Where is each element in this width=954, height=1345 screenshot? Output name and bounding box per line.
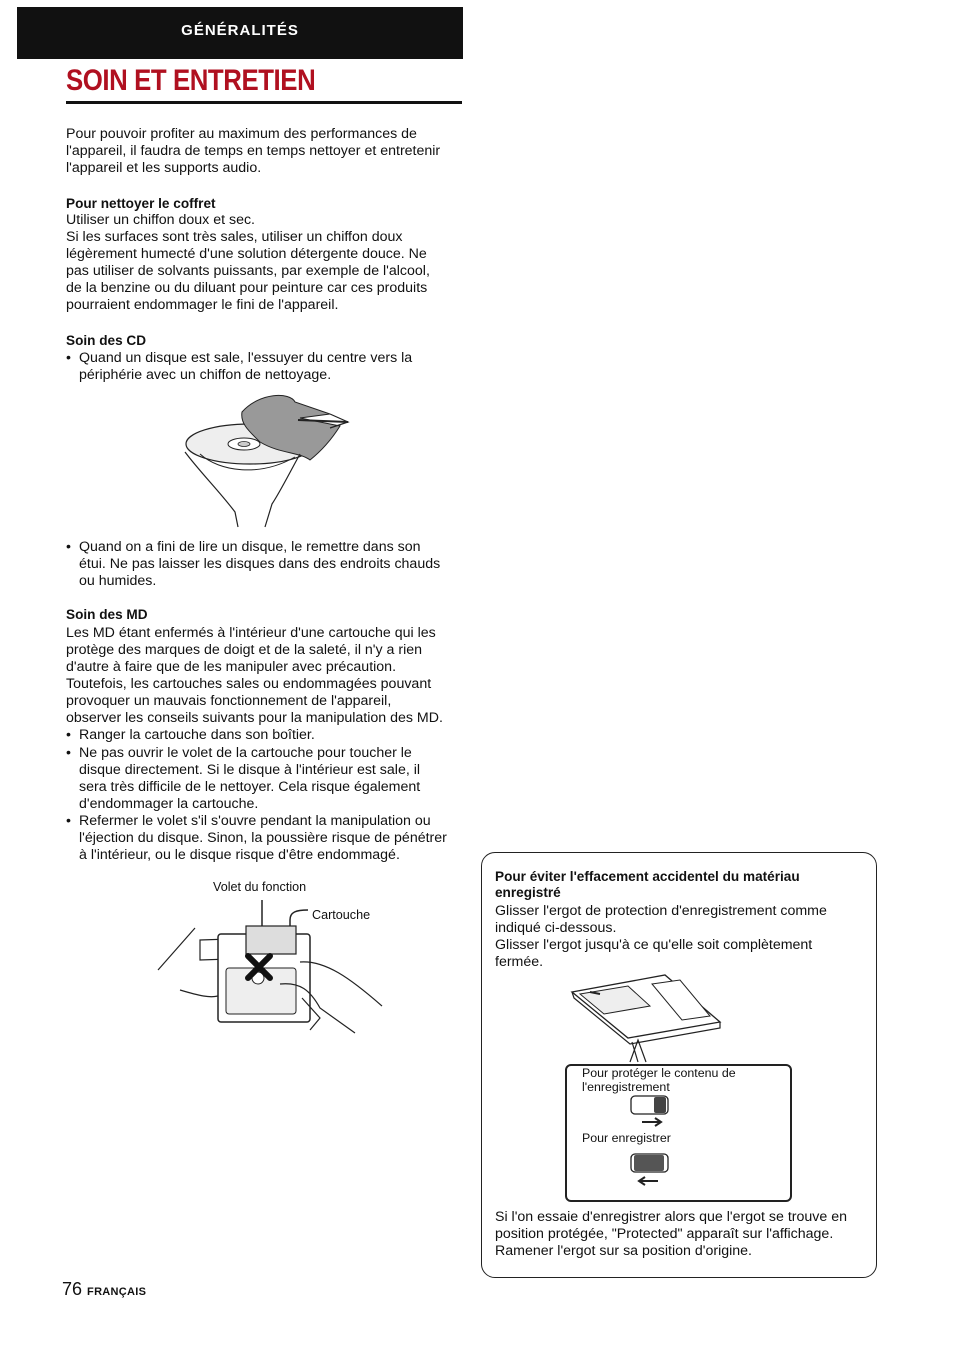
cd-bullet-line: étui. Ne pas laisser les disques dans des endroits chauds bbox=[79, 556, 441, 572]
md-bullet-line: disque directement. Si le disque à l'intérieur est sale, il bbox=[79, 762, 421, 778]
coffret-line: de la benzine ou du diluant pour peinture car ces produits bbox=[66, 280, 428, 296]
md-line: observer les conseils suivants pour la manipulation des MD. bbox=[66, 710, 443, 726]
protect-label: Pour protéger le contenu de bbox=[582, 1066, 736, 1080]
intro-line: l'appareil et les supports audio. bbox=[66, 160, 262, 176]
coffret-line: Si les surfaces sont très sales, utiliser un chiffon doux bbox=[66, 229, 403, 245]
md-bullet-line: sera très difficile de le nettoyer. Cela risque également bbox=[79, 779, 421, 795]
md-bullet-line: Ne pas ouvrir le volet de la cartouche pour toucher le bbox=[79, 745, 412, 761]
md-line: Les MD étant enfermés à l'intérieur d'une cartouche qui les bbox=[66, 625, 436, 641]
md-line: d'autre à faire que de les manipuler avec précaution. bbox=[66, 659, 397, 675]
md-bullet-line: l'éjection du disque. Sinon, la poussière risque de pénétrer bbox=[79, 830, 447, 846]
coffret-line: pourraient endommager le fini de l'appareil. bbox=[66, 297, 339, 313]
erase-line: fermée. bbox=[495, 954, 544, 970]
md-bullet-line: d'endommager la cartouche. bbox=[79, 796, 259, 812]
section-label: GÉNÉRALITÉS bbox=[181, 22, 299, 39]
erase-heading: enregistré bbox=[495, 885, 561, 900]
protect-tab-icon bbox=[630, 1095, 670, 1127]
cd-bullet-line: Quand on a fini de lire un disque, le remettre dans son bbox=[79, 539, 421, 555]
erase-footer-line: position protégée, "Protected" apparaît sur l'affichage. bbox=[495, 1226, 834, 1242]
coffret-line: légèrement humecté d'une solution détergente douce. Ne bbox=[66, 246, 427, 262]
cd-bullet-line: ou humides. bbox=[79, 573, 157, 589]
md-line: provoquer un mauvais fonctionnement de l'appareil, bbox=[66, 693, 392, 709]
page-title: SOIN ET ENTRETIEN bbox=[66, 64, 316, 97]
md-bullet-line: Ranger la cartouche dans son boîtier. bbox=[79, 727, 315, 743]
cd-heading: Soin des CD bbox=[66, 333, 147, 348]
page-number: 76 bbox=[62, 1279, 83, 1299]
erase-line: indiqué ci-dessous. bbox=[495, 920, 617, 936]
section-header-band bbox=[17, 7, 463, 59]
md-line: Toutefois, les cartouches sales ou endommagées pouvant bbox=[66, 676, 432, 692]
shutter-label: Volet du fonction bbox=[213, 880, 307, 894]
cd-bullet-line: Quand un disque est sale, l'essuyer du centre vers la bbox=[79, 350, 413, 366]
cd-bullet-line: périphérie avec un chiffon de nettoyage. bbox=[79, 367, 332, 383]
cd-cleaning-illustration bbox=[180, 392, 360, 532]
record-label: Pour enregistrer bbox=[582, 1131, 671, 1145]
md-line: protège des marques de doigt et de la saleté, il n'y a rien bbox=[66, 642, 423, 658]
md-disc-illustration bbox=[570, 970, 730, 1065]
md-bullet-line: Refermer le volet s'il s'ouvre pendant la manipulation ou bbox=[79, 813, 431, 829]
erase-line: Glisser l'ergot jusqu'à ce qu'elle soit complètement bbox=[495, 937, 813, 953]
erase-footer-line: Si l'on essaie d'enregistrer alors que l'ergot se trouve en bbox=[495, 1209, 847, 1225]
intro-line: Pour pouvoir profiter au maximum des performances de bbox=[66, 126, 417, 142]
md-cartridge-illustration bbox=[150, 898, 390, 1048]
coffret-line: Utiliser un chiffon doux et sec. bbox=[66, 212, 256, 228]
record-tab-icon bbox=[630, 1153, 670, 1187]
erase-heading: Pour éviter l'effacement accidentel du matériau bbox=[495, 869, 800, 884]
coffret-line: pas utiliser de solvants puissants, par exemple de l'alcool, bbox=[66, 263, 430, 279]
md-heading: Soin des MD bbox=[66, 607, 148, 622]
protect-label: l'enregistrement bbox=[582, 1080, 670, 1094]
title-underline bbox=[66, 101, 462, 104]
md-bullet-line: à l'intérieur, ou le disque risque d'être endommagé. bbox=[79, 847, 400, 863]
coffret-heading: Pour nettoyer le coffret bbox=[66, 196, 216, 211]
page-footer bbox=[62, 1279, 146, 1300]
erase-footer-line: Ramener l'ergot sur sa position d'origine. bbox=[495, 1243, 752, 1259]
intro-line: l'appareil, il faudra de temps en temps nettoyer et entretenir bbox=[66, 143, 441, 159]
erase-line: Glisser l'ergot de protection d'enregistrement comme bbox=[495, 903, 827, 919]
footer-language: FRANÇAIS bbox=[87, 1286, 147, 1298]
cartridge-label: Cartouche bbox=[312, 908, 371, 922]
